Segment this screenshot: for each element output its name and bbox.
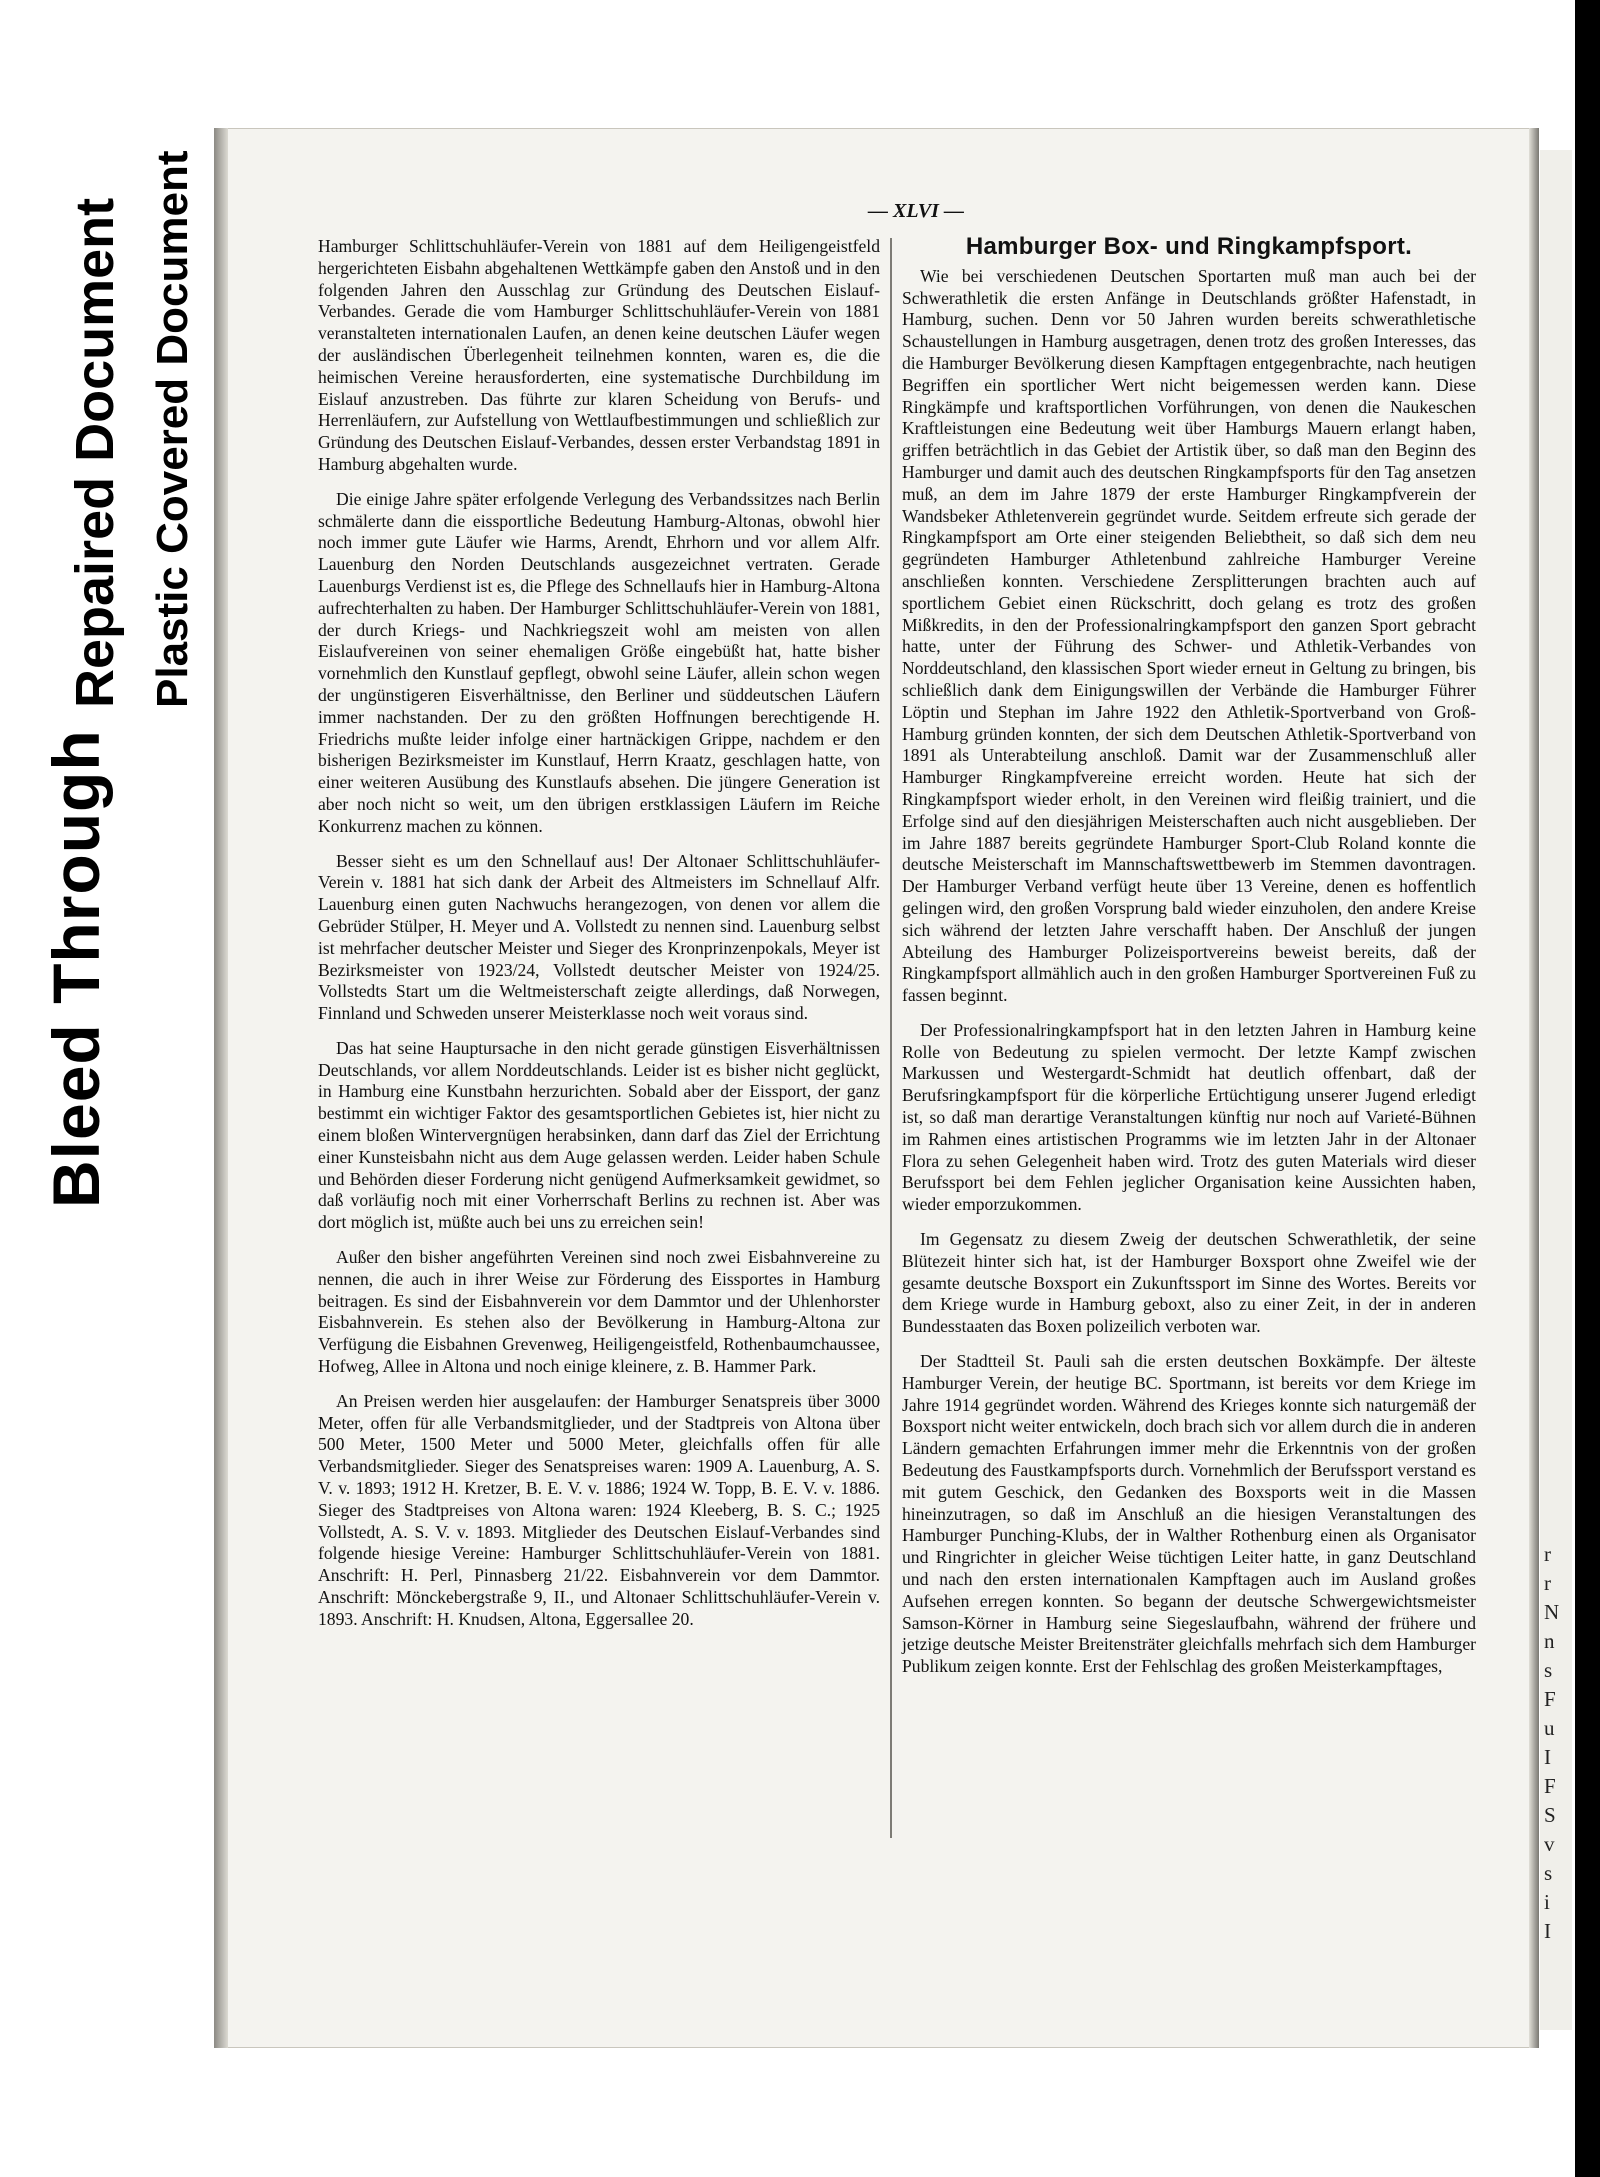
paragraph: Der Professionalringkampfsport hat in den letzten Jahren in Hamburg keine Rolle von Bedeutung zu spielen vermocht. Der letzte Kampf zwischen Markussen und Westergardt-Schmidt hat deutlich offenbart, daß der Berufsringkampfsport für die körperliche Ertüchtigung unserer Jugend erledigt ist, so daß man derartige Veranstaltungen künftig nur noch auf Varieté-Bühnen im Rahmen eines artistischen Programms wie im letzten Jahr in der Altonaer Flora zu sehen Gelegenheit haben wird. Trotz des guten Materials wird dieser Berufssport bei dem Fehlen jeglicher Organisation keine Aussichten haben, wieder emporzukommen. — [902, 1019, 1476, 1215]
paragraph: An Preisen werden hier ausgelaufen: der Hamburger Senatspreis über 3000 Meter, offen für alle Verbandsmitglieder, und der Stadtpreis von Altona über 500 Meter, 1500 Meter und 5000 Meter, gleichfalls offen für alle Verbandsmitglieder. Sieger des Senatspreises waren: 1909 A. Lauenburg, A. S. V. v. 1893; 1912 H. Kretzer, B. E. V. v. 1886; 1924 W. Topp, B. E. V. v. 1886. Sieger des Stadtpreises von Altona waren: 1924 Kleeberg, B. S. C.; 1925 Vollstedt, A. S. V. v. 1893. Mitglieder des Deutschen Eislauf-Verbandes sind folgende hiesige Vereine: Hamburger Schlittschuhläufer-Verein von 1881. Anschrift: H. Perl, Pinnasberg 21/22. Eisbahnverein vor dem Dammtor. Anschrift: Mönckebergstraße 9, II., und Altonaer Schlittschuhläufer-Verein v. 1893. Anschrift: H. Knudsen, Altona, Eggersallee 20. — [318, 1390, 880, 1629]
edge-fragment: n — [1544, 1629, 1555, 1653]
page-number: — XLVI — — [868, 200, 964, 222]
paragraph: Besser sieht es um den Schnellauf aus! Der Altonaer Schlittschuhläufer-Verein v. 1881 hat sich dank der Arbeit des Altmeisters im Schnellauf Alfr. Lauenburg einen guten Nachwuchs herangezogen, von denen vor allem die Gebrüder Stülper, H. Meyer und A. Vollstedt zu nennen sind. Lauenburg selbst ist mehrfacher deutscher Meister und Sieger des Kronprinzenpokals, Meyer ist Bezirksmeister von 1923/24, Vollstedt deutscher Meister von 1924/25. Vollstedts Start um die Weltmeisterschaft zeigte allerdings, daß Norwegen, Finnland und Schweden unserer Meisterklasse noch weit voraus sind. — [318, 850, 880, 1024]
edge-fragment: S — [1544, 1803, 1556, 1827]
paragraph: Das hat seine Hauptursache in den nicht gerade günstigen Eisverhältnissen Deutschlands, vor allem Norddeutschlands. Leider ist es bisher nicht geglückt, in Hamburg eine Kunstbahn herzurichten. Sobald aber der Eissport, der ganz bestimmt ein wichtiger Faktor des gesamtsportlichen Gebietes ist, hier nicht zu einem bloßen Wintervergnügen herabsinken, dann darf das Ziel der Errichtung einer Kunsteisbahn nicht aus dem Auge gelassen werden. Leider haben Schule und Behörden dieser Forderung nicht genügend Aufmerksamkeit gewidmet, so daß vorläufig noch mit einer Vorherrschaft Berlins zu rechnen ist. Aber was dort möglich ist, müßte auch bei uns zu erreichen sein! — [318, 1037, 880, 1233]
edge-fragment: I — [1544, 1745, 1551, 1769]
edge-fragment: I — [1544, 1919, 1551, 1943]
edge-fragment: s — [1544, 1861, 1553, 1885]
plastic-covered-stamp: Plastic Covered Document — [148, 150, 197, 708]
edge-fragment: u — [1544, 1716, 1555, 1740]
right-column — [902, 233, 1476, 1691]
column-divider — [890, 238, 892, 1838]
adjacent-page-edge — [1540, 150, 1572, 2030]
paragraph: Hamburger Schlittschuhläufer-Verein von 1881 auf dem Heiligengeistfeld hergerichteten Eisbahn abgehaltenen Wettkämpfe gaben den Anstoß und in den folgenden Jahren den Ausschlag zur Gründung des Deutschen Eislauf-Verbandes. Gerade die vom Hamburger Schlittschuhläufer-Verein von 1881 veranstalteten internationalen Laufen, an denen keine deutschen Läufer wegen der ausländischen Überlegenheit teilnehmen konnten, waren es, die die heimischen Vereine herausforderten, eine systematische Durchbildung im Eislauf anzustreben. Das führte zur klaren Scheidung von Berufs- und Herrenläufern, zur Aufstellung von Wettlaufbestimmungen und schließlich zur Gründung des Deutschen Eislauf-Verbandes, dessen erster Verbandstag 1891 in Hamburg abgehalten wurde. — [318, 236, 880, 474]
repaired-document-stamp: Repaired Document — [65, 197, 125, 708]
edge-fragment: i — [1544, 1890, 1550, 1914]
edge-fragment: r — [1544, 1542, 1551, 1566]
scan-border — [1575, 0, 1600, 2177]
edge-fragment: F — [1544, 1687, 1556, 1711]
edge-fragment: v — [1544, 1832, 1555, 1856]
section-heading: Hamburger Box- und Ringkampfsport. — [965, 233, 1413, 260]
paragraph: Außer den bisher angeführten Vereinen sind noch zwei Eisbahnvereine zu nennen, die auch in ihrer Weise zur Förderung des Eissportes in Hamburg beitragen. Es sind der Eisbahnverein vor dem Dammtor und der Uhlenhorster Eisbahnverein. Es stehen also der Bevölkerung in Hamburg-Altona zur Verfügung die Eisbahnen Grevenweg, Heiligengeistfeld, Rothenbaumchaussee, Hofweg, Allee in Altona und noch einige kleinere, z. B. Hammer Park. — [318, 1247, 880, 1377]
edge-fragment: N — [1544, 1600, 1560, 1624]
edge-fragment: F — [1544, 1774, 1556, 1798]
left-column — [318, 236, 880, 1644]
paragraph: Die einige Jahre später erfolgende Verlegung des Verbandssitzes nach Berlin schmälerte dann die eissportliche Bedeutung Hamburg-Altonas, obwohl hier noch immer gute Läufer wie Harms, Arendt, Ehrhorn und vor allem Alfr. Lauenburg den Norden Deutschlands ausgezeichnet vertraten. Gerade Lauenburgs Verdienst ist es, die Pflege des Schnellaufs hier in Hamburg-Altona aufrechterhalten zu haben. Der Hamburger Schlittschuhläufer-Verein von 1881, der durch Kriegs- und Nachkriegszeit wohl am meisten von allen Eislaufvereinen von seiner ehemaligen Größe eingebüßt hat, hatte bisher vornehmlich den Kunstlauf gepflegt, obwohl seine Läufer, allein schon wegen der ungünstigeren Eisverhältnisse, den Berliner und süddeutschen Läufern immer nachstanden. Der zu den größten Hoffnungen berechtigende H. Friedrichs mußte leider infolge einer hartnäckigen Grippe, nachdem er den bisherigen Bezirksmeister im Kunstlauf, Herrn Kraatz, geschlagen hatte, von einer weiteren Ausübung des Kunstlaufs absehen. Die jüngere Generation ist aber noch nicht so weit, um den übrigen erstklassigen Läufern im Reiche Konkurrenz machen zu können. — [318, 488, 880, 836]
bleed-through-stamp: Bleed Through — [39, 729, 113, 1208]
paragraph: Im Gegensatz zu diesem Zweig der deutschen Schwerathletik, der seine Blütezeit hinter sich hat, ist der Hamburger Boxsport ohne Zweifel wie der gesamte deutsche Boxsport ein Zukunftssport im Sinne des Wortes. Bereits vor dem Kriege wurde in Hamburg geboxt, also zu einer Zeit, in der in anderen Bundesstaaten das Boxen polizeilich verboten war. — [902, 1229, 1476, 1337]
paragraph: Der Stadtteil St. Pauli sah die ersten deutschen Boxkämpfe. Der älteste Hamburger Verein, der heutige BC. Sportmann, ist bereits vor dem Kriege im Jahre 1914 gegründet worden. Während des Krieges konnte sich naturgemäß der Boxsport nicht weiter entwickeln, doch brach sich vor allem durch die in anderen Ländern gemachten Erfahrungen immer mehr die Erkenntnis von der großen Bedeutung des Faustkampfsports durch. Vornehmlich der Berufssport verstand es mit gutem Geschick, den Gedanken des Boxsports weit in die Massen hineinzutragen, so daß im Anschluß an die hiesigen Veranstaltungen des Hamburger Punching-Klubs, der in Walther Rothenburg einen als Organisator und Ringrichter in gleicher Weise tüchtigen Leiter hatte, in ganz Deutschland und nach den ersten internationalen Kampftagen auch im Ausland großes Aufsehen erregen konnten. So begann der deutsche Schwergewichtsmeister Samson-Körner in Hamburg seine Siegeslaufbahn, während der frühere und jetzige deutsche Meister Breitensträter gleichfalls mehrfach sich dem Hamburger Publikum zeigen konnte. Erst der Fehlschlag des großen Meisterkampftages, — [902, 1351, 1476, 1677]
edge-fragment: s — [1544, 1658, 1553, 1682]
paragraph: Wie bei verschiedenen Deutschen Sportarten muß man auch bei der Schwerathletik die ersten Anfänge in Deutschlands größter Hafenstadt, in Hamburg, suchen. Denn vor 50 Jahren wurden bereits schwerathletische Schaustellungen in Hamburg ausgetragen, denen trotz des großen Interesses, das die Hamburger Bevölkerung diesen Kampftagen entgegenbrachte, nach heutigen Begriffen ein sportlicher Wert nicht beigemessen werden kann. Diese Ringkämpfe und kraftsportlichen Vorführungen, von denen die Naukeschen Kraftleistungen eine Bedeutung weit über Hamburgs Mauern erlangt haben, griffen beträchtlich in das Gebiet der Artistik über, so daß man den Beginn des Hamburger und damit auch des deutschen Ringkampfsports für den Tag ansetzen muß, an dem im Jahre 1879 der erste Hamburger Ringkampfverein der Wandsbeker Athletenverein gegründet wurde. Seitdem erfreute sich gerade der Ringkampfsport am Orte einer steigenden Beliebtheit, so daß sich dem neu gegründeten Hamburger Athletenbund zahlreiche Hamburger Vereine anschließen konnten. Verschiedene Zersplitterungen brachten auch auf sportlichem Gebiet einen Rückschritt, doch gelang es trotz des großen Mißkredits, in den der Professionalringkampfsport den ganzen Sport gebracht hatte, unter der Führung des Schwer- und Athletik-Verbandes von Norddeutschland, den klassischen Sport wieder erneut in Geltung zu bringen, bis schließlich dank dem Einigungswillen der Verbände die Hamburger Führer Löptin und Stephan im Jahre 1922 den Athletik-Sportverband von Groß-Hamburg gründen konnten, der sich dem Deutschen Athletik-Sportverband von 1891 als Unterabteilung anschloß. Damit war der Zusammenschluß aller Hamburger Ringkampfvereine erreicht worden. Heute hat sich der Ringkampfsport wieder erholt, in den Vereinen wird fleißig trainiert, und die Erfolge sind auf den diesjährigen Meisterschaften auch nicht ausgeblieben. Der im Jahre 1887 bereits gegründete Hamburger Sport-Club Roland konnte die deutsche Meisterschaft im Mannschaftswettbewerb im Stemmen davontragen. Der Hamburger Verband verfügt heute über 13 Vereine, denen es hoffentlich gelingen wird, den großen Vorsprung bald wieder einzuholen, den andere Kreise sich während der letzten Jahre verschafft haben. Der Anschluß der jungen Abteilung des Hamburger Polizeisportvereins beweist bereits, daß der Ringkampfsport allmählich auch in den großen Hamburger Sportvereinen Fuß zu fassen beginnt. — [902, 265, 1476, 1006]
edge-fragment: r — [1544, 1571, 1551, 1595]
